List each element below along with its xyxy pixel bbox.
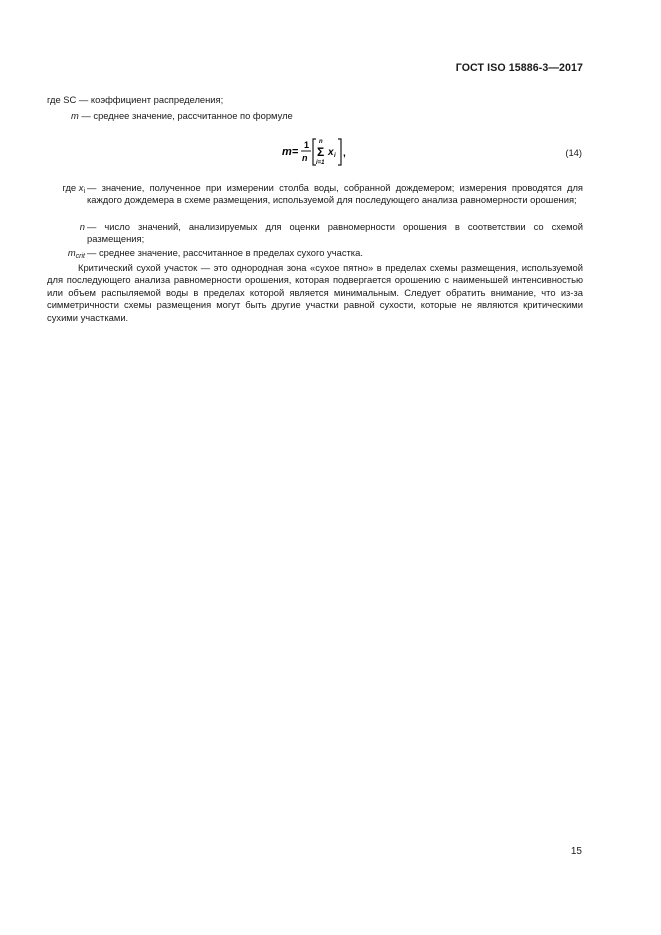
m-definition (71, 110, 293, 122)
definition-xi-text: — значение, полученное при измерении столба воды, собранной дождемером; измерения проводятся для каждого дождемера в схеме размещения, используемой для последующего анализа равномерности орошения; (87, 182, 583, 206)
definition-xi-term: где $x_i$ (62, 182, 85, 195)
page-number: 15 (570, 846, 582, 857)
formula-equals: = (292, 146, 299, 158)
formula-comma: , (343, 148, 346, 159)
formula-sum-lower: i=1 (316, 160, 325, 166)
definition-n-text: — число значений, анализируемых для оценки равномерности орошения в соответствии со схемой размещения; (87, 221, 583, 245)
formula-14 (282, 137, 372, 167)
formula-graphic (282, 137, 372, 167)
document-header: ГОСТ ISO 15886-3—2017 (455, 62, 583, 74)
formula-lhs: m (282, 146, 292, 158)
m-definition-text: — среднее значение, рассчитанное по формуле (81, 110, 293, 121)
formula-fraction-numerator: 1 (304, 140, 310, 150)
body-paragraph: Критический сухой участок — это однородная зона «сухое пятно» в пределах схемы размещения, используемой для последующего анализа равномерности орошения, которая подвергается орошению с наименьшей интенсивностью или объем распыляемой воды в пределах которой является минимальным. Следует обратить внимание, что из-за симметричности схемы размещения могут быть другие участки равной сухости, которые не являются критическими сухими участками. (47, 262, 583, 323)
m-variable: m (71, 110, 79, 121)
definition-n-term: n (79, 221, 85, 232)
definition-mcrit-term: $m_{crit}$ (67, 247, 85, 260)
formula-term: x (328, 147, 334, 158)
formula-sum-sign: Σ (317, 145, 325, 159)
formula-right-bracket (338, 139, 341, 165)
formula-fraction-denominator: n (302, 153, 308, 163)
sc-definition: где SC — коэффициент распределения; (47, 94, 224, 105)
formula-number: (14) (565, 147, 582, 158)
formula-term-subscript: i (334, 153, 336, 159)
formula-sum-upper: n (319, 139, 323, 145)
definition-mcrit-text: — среднее значение, рассчитанное в пределах сухого участка. (87, 247, 363, 258)
